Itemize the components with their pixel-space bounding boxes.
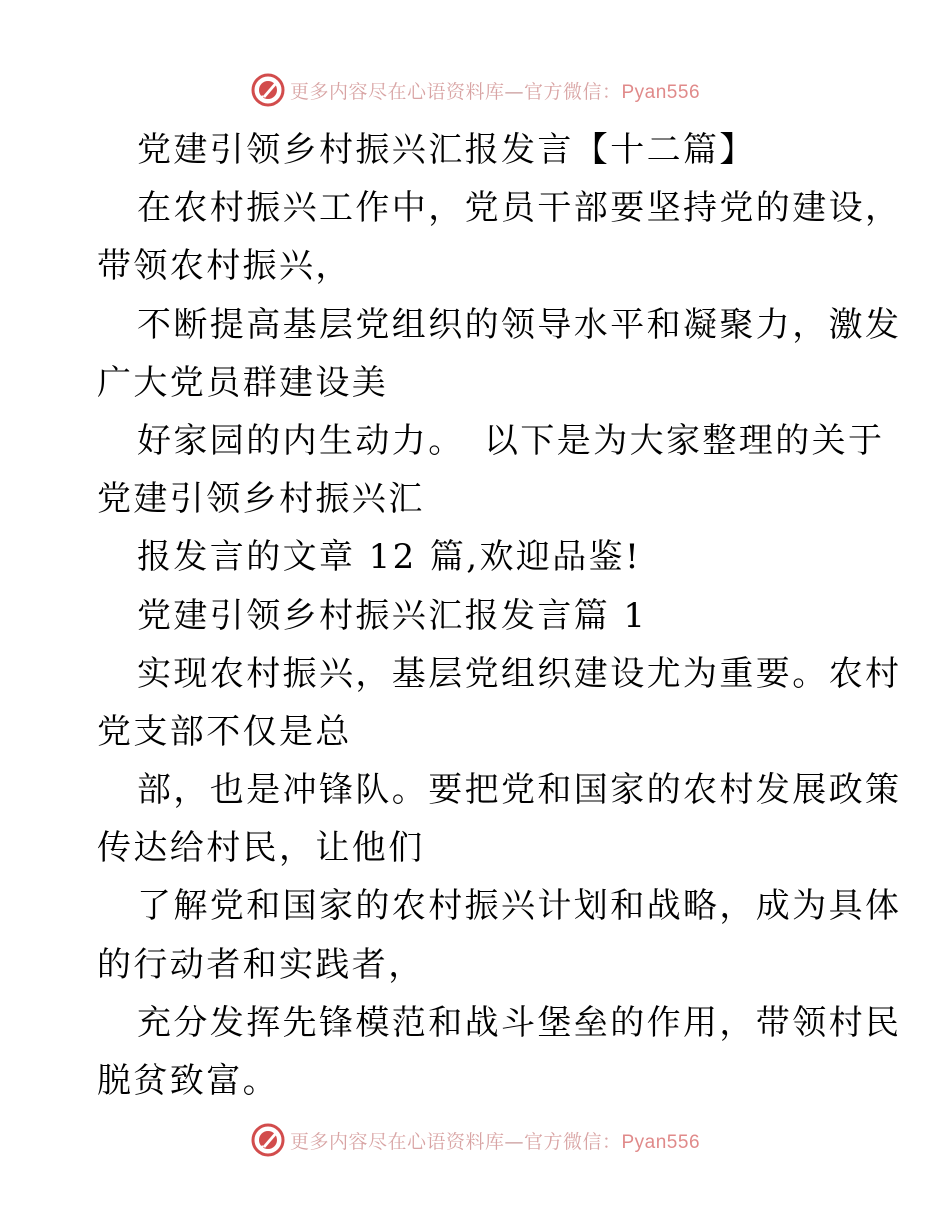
section-heading: 党建引领乡村振兴汇报发言篇 1 <box>137 595 648 636</box>
watermark-suffix: 官方微信： <box>523 80 622 103</box>
text-line: 部，也是冲锋队。要把党和国家的农村发展政策 <box>137 770 902 811</box>
text-line: 党支部不仅是总 <box>97 711 352 752</box>
watermark-footer <box>0 1120 950 1160</box>
text-line: 在农村振兴工作中，党员干部要坚持党的建设， <box>137 188 902 229</box>
watermark-wechat-id: Pyan556 <box>621 81 701 103</box>
text-line: 的行动者和实践者， <box>97 944 425 985</box>
watermark-text <box>290 1127 700 1154</box>
watermark-header <box>0 70 950 110</box>
red-circular-logo-icon <box>250 72 286 108</box>
red-circular-logo-icon <box>250 1122 286 1158</box>
watermark-separator: — <box>504 80 524 103</box>
text-line: 不断提高基层党组织的领导水平和凝聚力，激发 <box>137 304 902 345</box>
watermark-main: 更多内容尽在心语资料库 <box>289 80 505 103</box>
text-line: 脱贫致富。 <box>97 1061 279 1101</box>
text-line: 党建引领乡村振兴汇 <box>97 479 425 520</box>
text-line: 好家园的内生动力。 以下是为大家整理的关于 <box>137 420 885 461</box>
text-line: 广大党员群建设美 <box>97 362 389 403</box>
watermark-main: 更多内容尽在心语资料库 <box>289 1130 505 1153</box>
watermark-suffix: 官方微信： <box>523 1130 622 1153</box>
watermark-separator: — <box>504 1130 524 1153</box>
text-line: 报发言的文章 12 篇,欢迎品鉴! <box>137 537 642 578</box>
text-line: 传达给村民，让他们 <box>97 828 425 869</box>
text-line: 了解党和国家的农村振兴计划和战略，成为具体 <box>137 886 902 927</box>
document-body <box>97 121 902 1110</box>
text-line: 带领农村振兴， <box>97 246 352 287</box>
text-line: 充分发挥先锋模范和战斗堡垒的作用，带领村民 <box>137 1002 902 1043</box>
watermark-text <box>290 77 700 104</box>
text-line: 实现农村振兴，基层党组织建设尤为重要。农村 <box>137 653 902 694</box>
watermark-wechat-id: Pyan556 <box>621 1131 701 1153</box>
document-title: 党建引领乡村振兴汇报发言【十二篇】 <box>137 130 756 170</box>
